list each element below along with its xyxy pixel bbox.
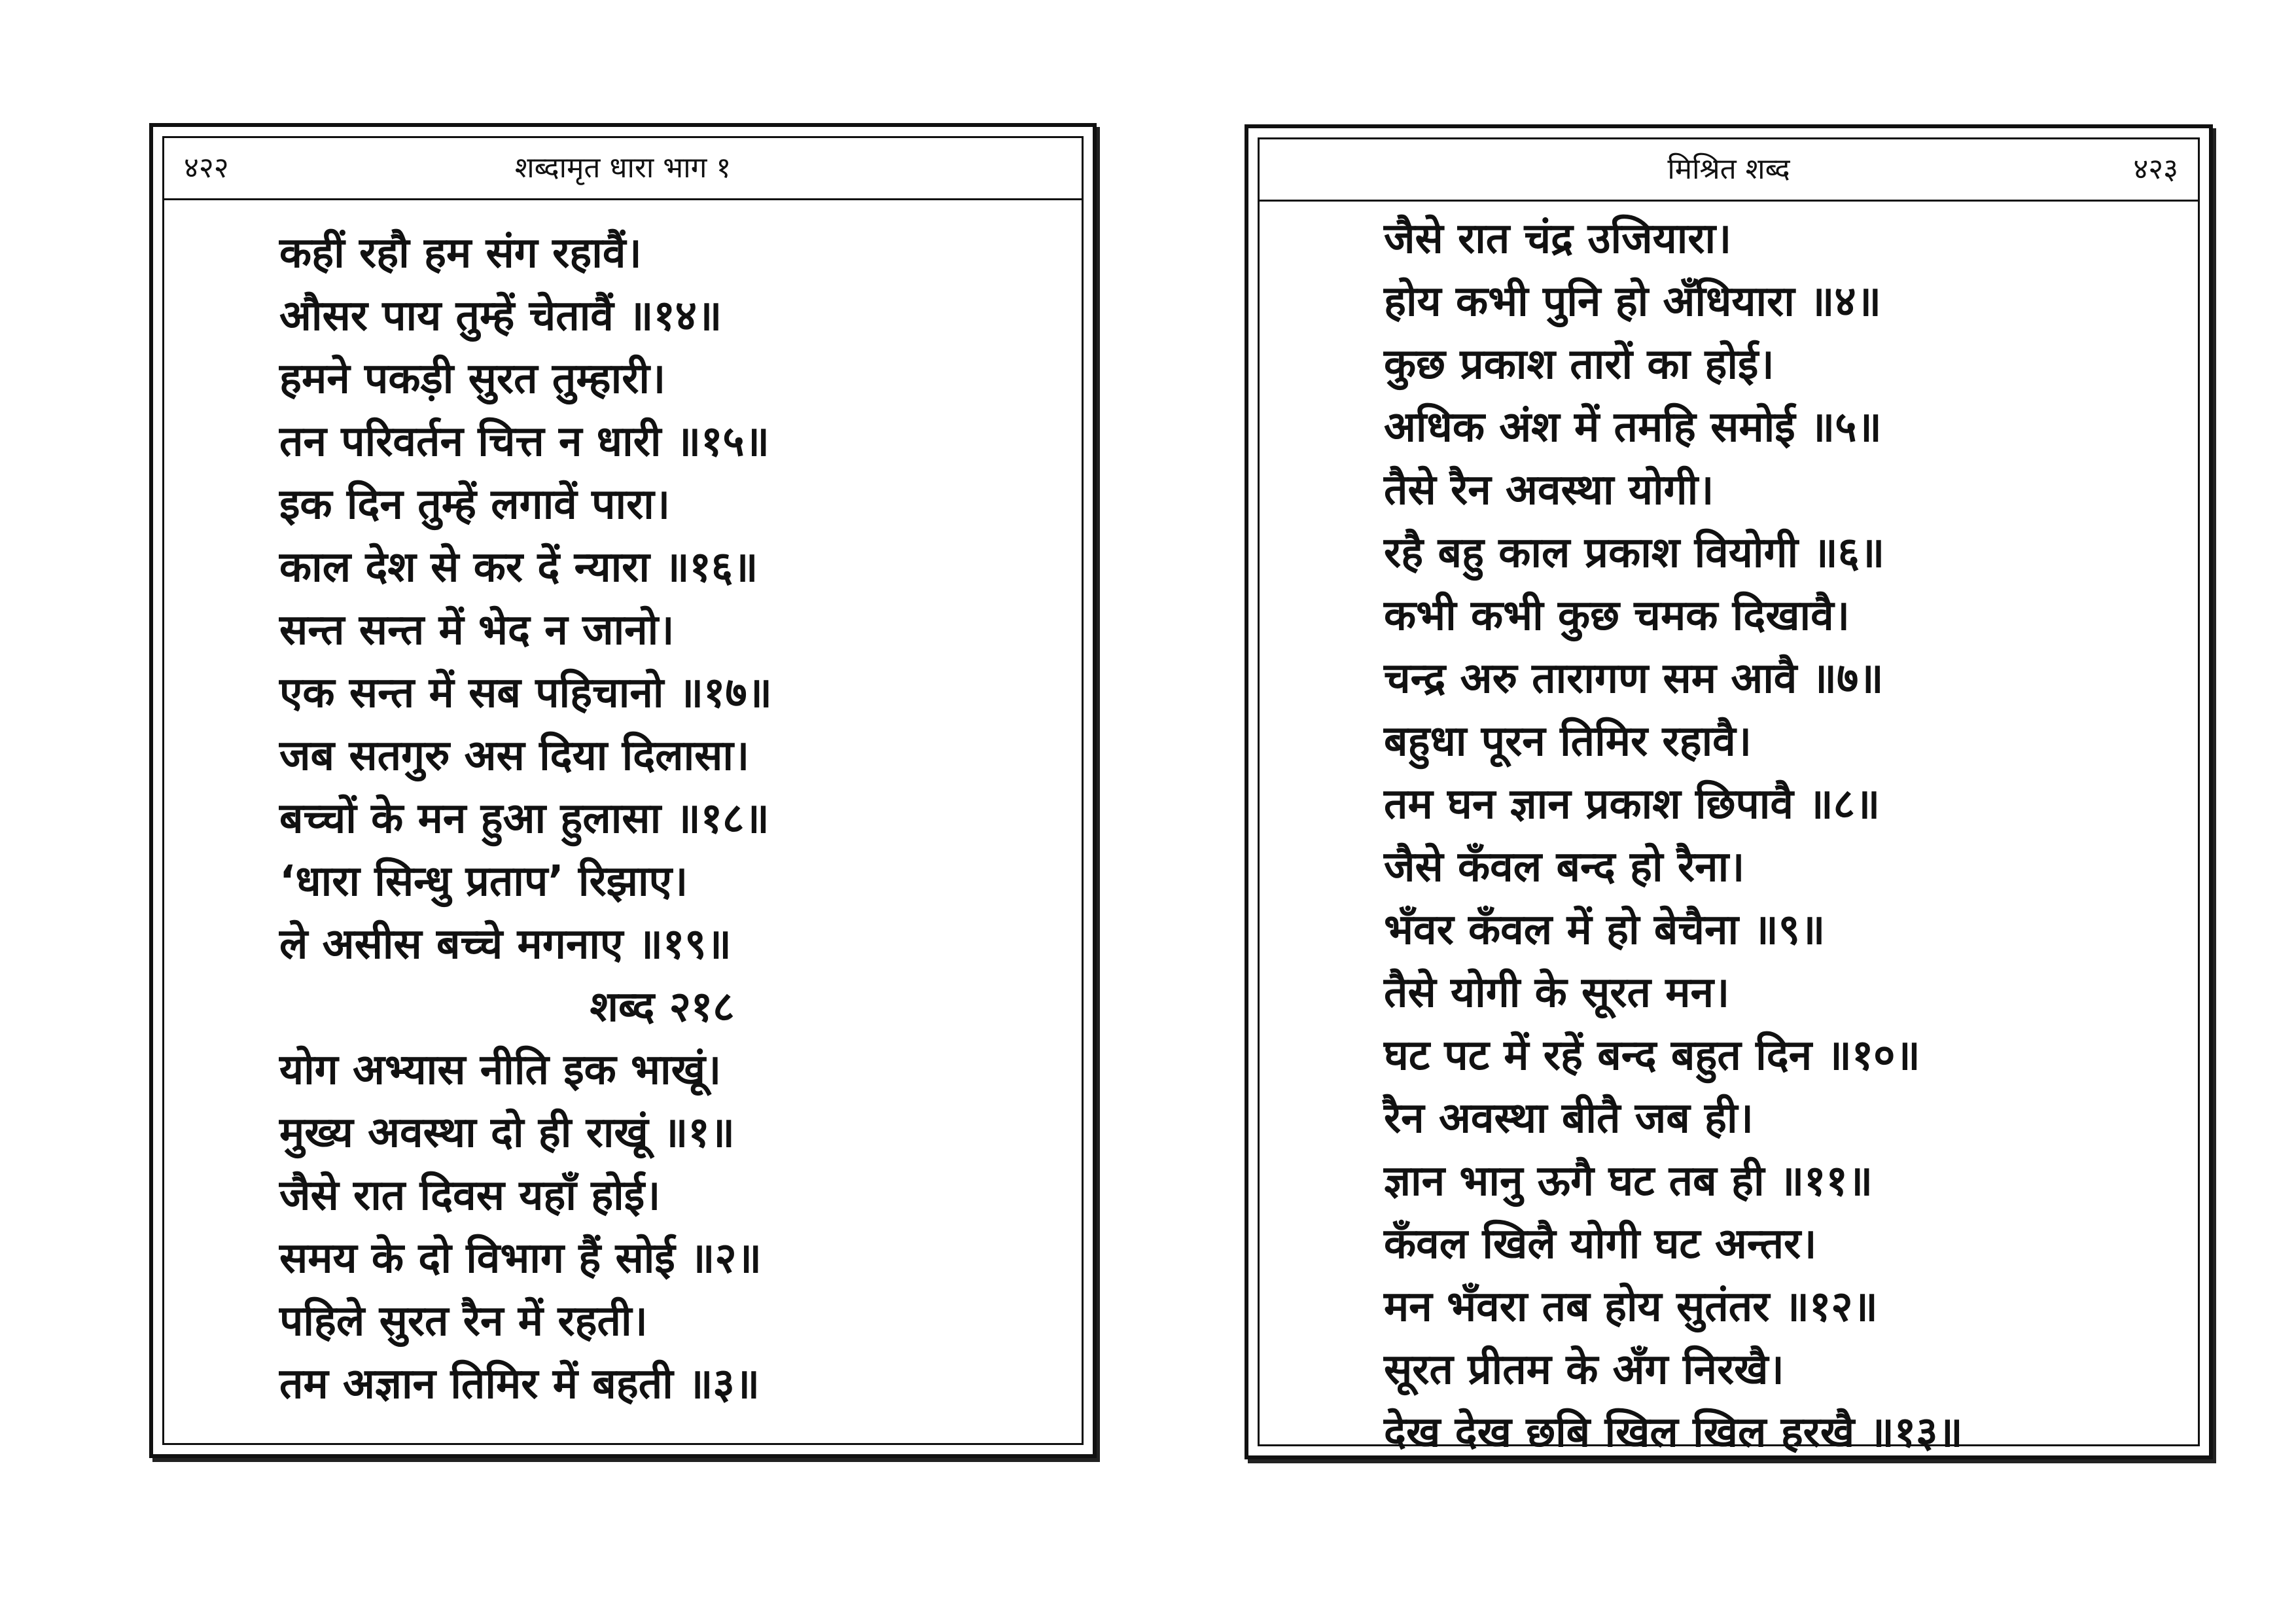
verse-line bbox=[1260, 961, 2198, 1024]
verse-text: तैसे योगी के सूरत मन। bbox=[1384, 969, 1730, 1017]
right-page-header bbox=[1260, 139, 2198, 202]
left-page-number: ४२२ bbox=[184, 151, 229, 185]
verse-text: बच्चों के मन हुआ हुलासा ॥१८॥ bbox=[279, 794, 769, 843]
verse-line bbox=[164, 913, 1082, 976]
verse-line bbox=[164, 599, 1082, 662]
verse-text: इक दिन तुम्हें लगावें पारा। bbox=[279, 480, 671, 529]
section-heading bbox=[164, 976, 1082, 1039]
verse-text: समय के दो विभाग हैं सोई ॥२॥ bbox=[279, 1234, 762, 1283]
verse-text: काल देश से कर दें न्यारा ॥१६॥ bbox=[279, 543, 758, 592]
verse-line bbox=[164, 285, 1082, 348]
verse-text: योग अभ्यास नीति इक भाखूं। bbox=[279, 1046, 722, 1094]
verse-line bbox=[1260, 1024, 2198, 1087]
verse-text: हमने पकड़ी सुरत तुम्हारी। bbox=[279, 355, 666, 403]
verse-text: एक सन्त में सब पहिचानो ॥१७॥ bbox=[279, 669, 772, 717]
verse-line bbox=[1260, 1275, 2198, 1338]
verse-text: जैसे रात चंद्र उजियारा। bbox=[1384, 215, 1732, 263]
section-heading-text: शब्द २१८ bbox=[590, 983, 735, 1031]
verse-line bbox=[164, 536, 1082, 599]
verse-line bbox=[164, 222, 1082, 285]
verse-text: अधिक अंश में तमहि समोई ॥५॥ bbox=[1384, 403, 1882, 452]
verse-line bbox=[164, 1353, 1082, 1416]
verse-line bbox=[164, 724, 1082, 787]
verse-text: कँवल खिलै योगी घट अन्तर। bbox=[1384, 1220, 1817, 1268]
verse-text: मुख्य अवस्था दो ही राखूं ॥१॥ bbox=[279, 1109, 735, 1157]
verse-text: कभी कभी कुछ चमक दिखावै। bbox=[1384, 592, 1850, 640]
verse-text: तम घन ज्ञान प्रकाश छिपावै ॥८॥ bbox=[1384, 780, 1881, 829]
right-page bbox=[1245, 124, 2213, 1459]
verse-text: भँवर कँवल में हो बेचैना ॥९॥ bbox=[1384, 906, 1826, 954]
verse-text: औसर पाय तुम्हें चेतावैं ॥१४॥ bbox=[279, 292, 722, 340]
verse-line bbox=[1260, 270, 2198, 333]
right-page-frame bbox=[1258, 137, 2200, 1457]
verse-line bbox=[1260, 1338, 2198, 1401]
verse-line bbox=[164, 1164, 1082, 1227]
left-page-verses bbox=[164, 222, 1082, 1416]
left-page bbox=[149, 123, 1097, 1458]
verse-text: देख देख छबि खिल खिल हरखै ॥१३॥ bbox=[1384, 1408, 1963, 1457]
verse-text: जब सतगुरु अस दिया दिलासा। bbox=[279, 732, 750, 780]
verse-line bbox=[1260, 1150, 2198, 1213]
verse-line bbox=[164, 1290, 1082, 1353]
verse-text: ‘धारा सिन्धु प्रताप’ रिझाए। bbox=[279, 857, 688, 906]
verse-text: घट पट में रहें बन्द बहुत दिन ॥१०॥ bbox=[1384, 1031, 1920, 1080]
verse-line bbox=[164, 410, 1082, 473]
verse-text: ज्ञान भानु ऊगै घट तब ही ॥११॥ bbox=[1384, 1157, 1873, 1205]
right-page-number: ४२३ bbox=[2133, 152, 2178, 186]
left-page-frame bbox=[162, 136, 1084, 1445]
verse-text: होय कभी पुनि हो अँधियारा ॥४॥ bbox=[1384, 277, 1882, 326]
verse-text: बहुधा पूरन तिमिर रहावै। bbox=[1384, 717, 1752, 766]
verse-line bbox=[1260, 647, 2198, 710]
verse-text: रैन अवस्था बीतै जब ही। bbox=[1384, 1094, 1754, 1143]
verse-text: पहिले सुरत रैन में रहती। bbox=[279, 1297, 648, 1346]
verse-text: सूरत प्रीतम के अँग निरखै। bbox=[1384, 1346, 1784, 1394]
left-page-header bbox=[164, 138, 1082, 200]
verse-text: तम अज्ञान तिमिर में बहती ॥३॥ bbox=[279, 1360, 760, 1408]
verse-line bbox=[164, 662, 1082, 724]
left-page-header-title: शब्दामृत धारा भाग १ bbox=[514, 151, 732, 185]
verse-line bbox=[164, 1227, 1082, 1290]
right-page-verses bbox=[1260, 207, 2198, 1464]
verse-line bbox=[164, 1039, 1082, 1101]
right-page-header-title: मिश्रित शब्द bbox=[1667, 152, 1790, 186]
verse-line bbox=[1260, 207, 2198, 270]
verse-line bbox=[1260, 1213, 2198, 1275]
verse-text: कुछ प्रकाश तारों का होई। bbox=[1384, 340, 1775, 389]
verse-line bbox=[1260, 459, 2198, 522]
verse-text: चन्द्र अरु तारागण सम आवै ॥७॥ bbox=[1384, 654, 1884, 703]
verse-text: जैसे रात दिवस यहाँ होई। bbox=[279, 1171, 661, 1220]
verse-text: जैसे कँवल बन्द हो रैना। bbox=[1384, 843, 1745, 891]
verse-text: तन परिवर्तन चित्त न धारी ॥१५॥ bbox=[279, 418, 769, 466]
verse-line bbox=[164, 787, 1082, 850]
verse-line bbox=[1260, 1401, 2198, 1464]
verse-text: सन्त सन्त में भेद न जानो। bbox=[279, 606, 675, 654]
verse-line bbox=[1260, 836, 2198, 899]
verse-text: ले असीस बच्चे मगनाए ॥१९॥ bbox=[279, 920, 732, 969]
verse-line bbox=[164, 1101, 1082, 1164]
verse-text: कहीं रहौ हम संग रहावैं। bbox=[279, 229, 642, 277]
verse-line bbox=[164, 473, 1082, 536]
verse-text: मन भँवरा तब होय सुतंतर ॥१२॥ bbox=[1384, 1283, 1878, 1331]
verse-line bbox=[1260, 899, 2198, 961]
verse-line bbox=[1260, 773, 2198, 836]
verse-line bbox=[164, 850, 1082, 913]
verse-line bbox=[1260, 333, 2198, 396]
verse-line bbox=[1260, 522, 2198, 584]
verse-line bbox=[1260, 584, 2198, 647]
verse-line bbox=[1260, 396, 2198, 459]
verse-line bbox=[1260, 710, 2198, 773]
verse-text: रहै बहु काल प्रकाश वियोगी ॥६॥ bbox=[1384, 529, 1885, 577]
verse-line bbox=[1260, 1087, 2198, 1150]
verse-line bbox=[164, 348, 1082, 410]
verse-text: तैसे रैन अवस्था योगी। bbox=[1384, 466, 1714, 514]
